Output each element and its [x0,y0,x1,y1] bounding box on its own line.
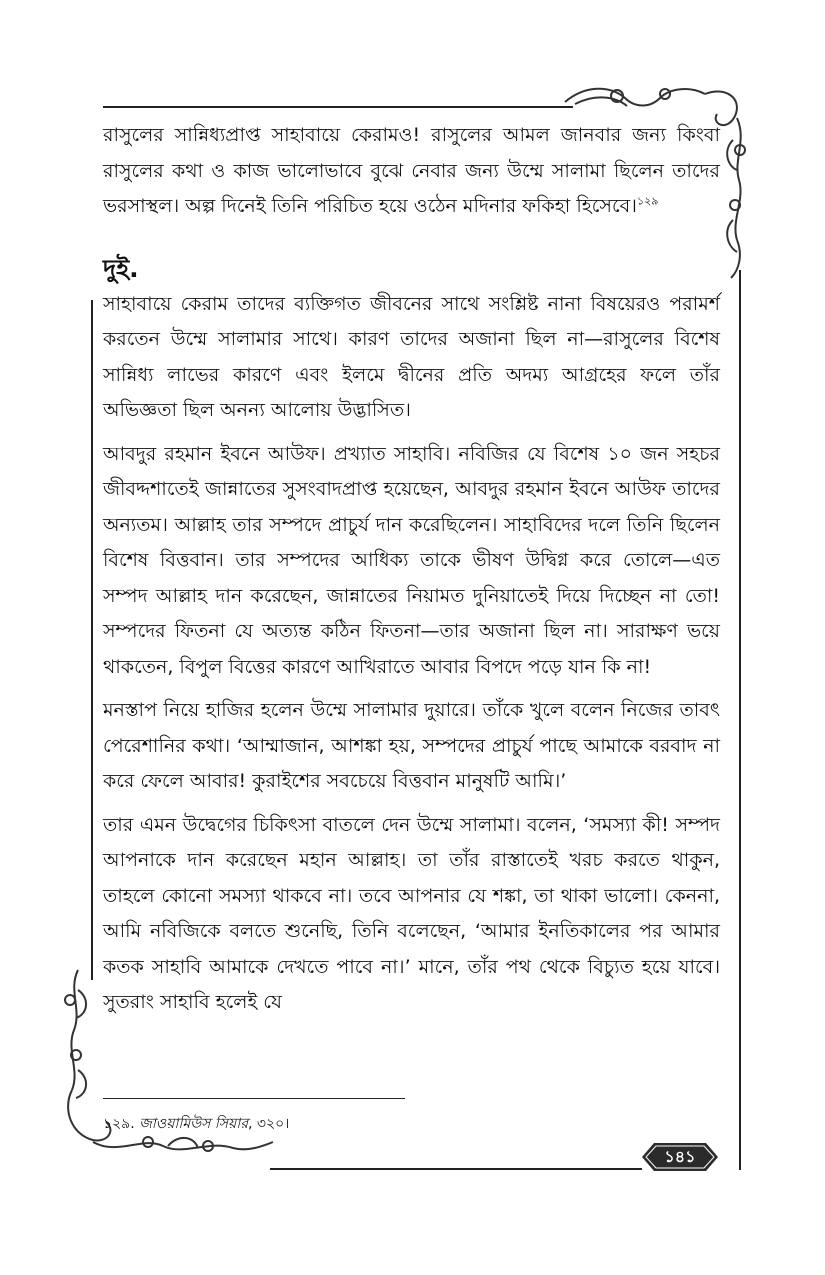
footnote [103,1112,289,1136]
paragraph-4: মনস্তাপ নিয়ে হাজির হলেন উম্মে সালামার দুয়ারে। তাঁকে খুলে বলেন নিজের তাবৎ পেরেশানির কথা। ‘আম্মাজান, আশঙ্কা হয়, সম্পদের প্রাচুর্য পাছে আমাকে বরবাদ না করে ফেলে আবার! কুরাইশের সবচেয়ে বিত্তবান মানুষটি আমি।’ [103,699,720,792]
frame-bottom-line [270,1168,642,1170]
main-text [103,118,720,1029]
footnote-number: ১২৯. [103,1116,135,1132]
footnote-page: , ৩২০। [248,1116,290,1132]
page-number: ১৪১ [664,1147,696,1166]
paragraph-5: তার এমন উদ্বেগের চিকিৎসা বাতলে দেন উম্মে সালামা। বলেন, ‘সমস্যা কী! সম্পদ আপনাকে দান করেছেন মহান আল্লাহ। তা তাঁর রাস্তাতেই খরচ করতে থাকুন, তাহলে কোনো সমস্যা থাকবে না। তবে আপনার যে শঙ্কা, তা থাকা ভালো। কেননা, আমি নবিজিকে বলতে শুনেছি, তিনি বলেছেন, ‘আমার ইনতিকালের পর আমার কতক সাহাবি আমাকে দেখতে পাবে না।’ মানে, তাঁর পথ থেকে বিচ্যুত হয়ে যাবে। সুতরাং সাহাবি হলেই যে [103,813,720,1013]
footnote-source: জাওয়ামিউস সিয়ার [139,1116,249,1132]
frame-top-line [103,106,573,108]
frame-right-line [739,270,741,1170]
section-heading: দুই. [103,253,139,283]
frame-left-line [91,300,93,980]
paragraph-1: রাসুলের সান্নিধ্যপ্রাপ্ত সাহাবায়ে কেরামও! রাসুলের আমল জানবার জন্য কিংবা রাসুলের কথা ও কাজ ভালোভাবে বুঝে নেবার জন্য উম্মে সালামা ছিলেন তাদের ভরসাস্থল। অল্প দিনেই তিনি পরিচিত হয়ে ওঠেন মদিনার ফকিহা হিসেবে।$^{১২৯}$ [103,124,720,217]
footnote-divider [103,1098,405,1099]
paragraph-2: সাহাবায়ে কেরাম তাদের ব্যক্তিগত জীবনের সাথে সংশ্লিষ্ট নানা বিষয়েরও পরামর্শ করতেন উম্মে সালামার সাথে। কারণ তাদের অজানা ছিল না—রাসুলের বিশেষ সান্নিধ্য লাভের কারণে এবং ইলমে দ্বীনের প্রতি অদম্য আগ্রহের ফলে তাঁর অভিজ্ঞতা ছিল অনন্য আলোয় উদ্ভাসিত। [103,292,720,421]
footnote-reference: ১২৯ [636,194,659,208]
paragraph-3: আবদুর রহমান ইবনে আউফ। প্রখ্যাত সাহাবি। নবিজির যে বিশেষ ১০ জন সহচর জীবদ্দশাতেই জান্নাতের সুসংবাদপ্রাপ্ত হয়েছেন, আবদুর রহমান ইবনে আউফ তাদের অন্যতম। আল্লাহ তার সম্পদে প্রাচুর্য দান করেছিলেন। সাহাবিদের দলে তিনি ছিলেন বিশেষ বিত্তবান। তার সম্পদের আধিক্য তাকে ভীষণ উদ্বিগ্ন করে তোলে—এত সম্পদ আল্লাহ দান করেছেন, জান্নাতের নিয়ামত দুনিয়াতেই দিয়ে দিচ্ছেন না তো! সম্পদের ফিতনা যে অত্যন্ত কঠিন ফিতনা—তার অজানা ছিল না। সারাক্ষণ ভয়ে থাকতেন, বিপুল বিত্তের কারণে আখিরাতে আবার বিপদে পড়ে যান কি না! [103,442,720,678]
